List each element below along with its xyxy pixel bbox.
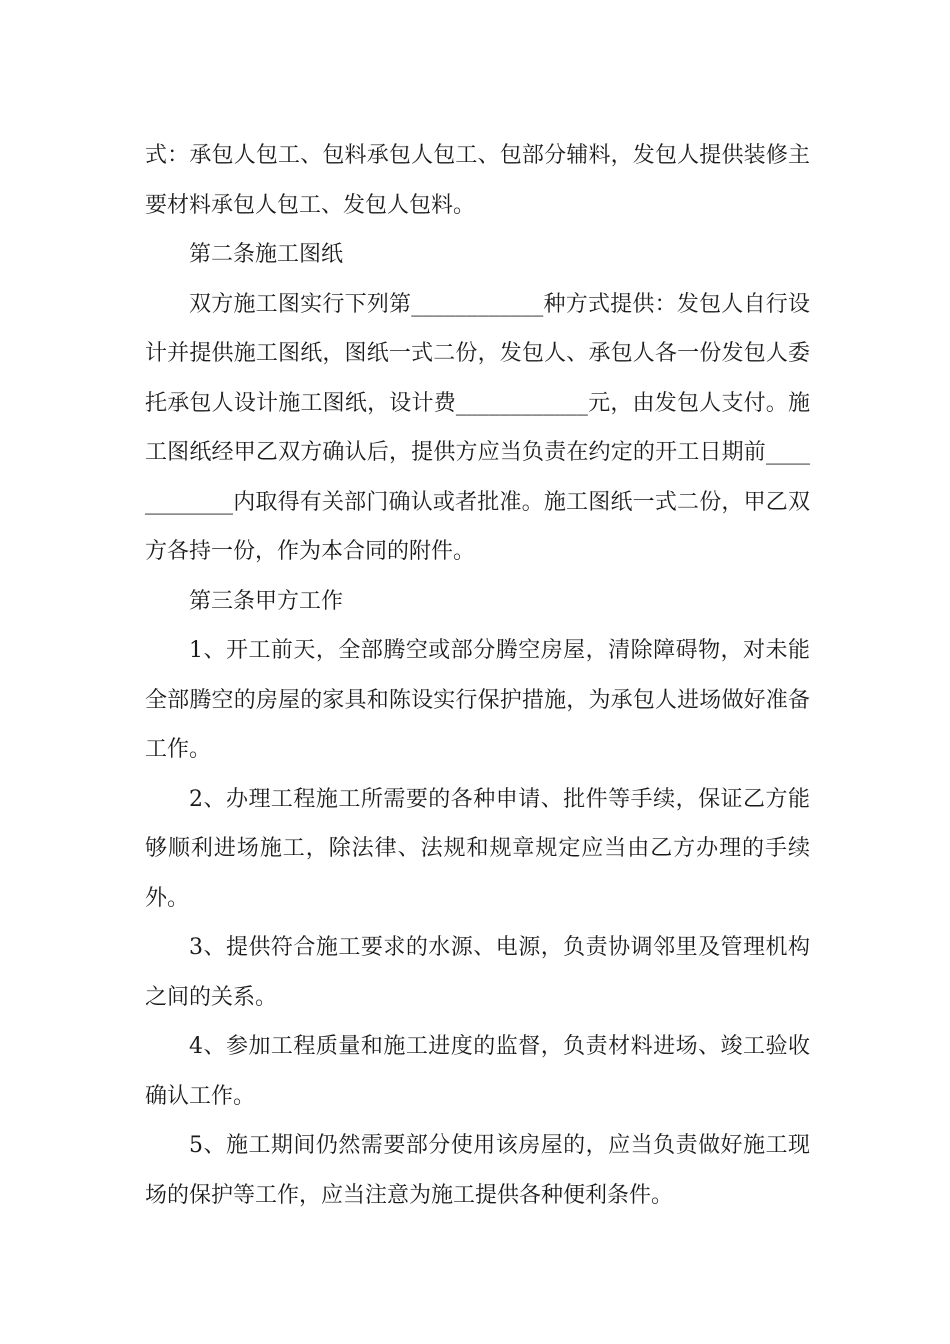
- list-item-3: 3、提供符合施工要求的水源、电源，负责协调邻里及管理机构之间的关系。: [145, 935, 810, 1010]
- list-item-2: 2、办理工程施工所需要的各种申请、批件等手续，保证乙方能够顺利进场施工，除法律、法规和规章规定应当由乙方办理的手续外。: [145, 786, 810, 911]
- section-heading-party-a-work: 第三条甲方工作: [189, 588, 344, 614]
- list-item-5: 5、施工期间仍然需要部分使用该房屋的，应当负责做好施工现场的保护等工作，应当注意为施工提供各种便利条件。: [145, 1133, 810, 1208]
- section-heading-drawings: 第二条施工图纸: [189, 242, 344, 267]
- document-body: [145, 131, 810, 1220]
- list-item-1: 1、开工前天，全部腾空或部分腾空房屋，清除障碍物，对未能全部腾空的房屋的家具和陈设实行保护措施，为承包人进场做好准备工作。: [145, 638, 810, 762]
- paragraph-drawings: 双方施工图实行下列第____________种方式提供：发包人自行设计并提供施工图纸，图纸一式二份，发包人、承包人各一份发包人委托承包人设计施工图纸，设计费____________元，由发包人支付。施工图纸经甲乙双方确认后，提供方应当负责在约定的开工日期前____________内取得有关部门确认或者批准。施工图纸一式二份，甲乙双方各持一份，作为本合同的附件。: [145, 291, 810, 564]
- paragraph-payment-methods: 式：承包人包工、包料承包人包工、包部分辅料，发包人提供装修主要材料承包人包工、发包人包料。: [145, 143, 810, 218]
- list-item-4: 4、参加工程质量和施工进度的监督，负责材料进场、竣工验收确认工作。: [145, 1034, 810, 1109]
